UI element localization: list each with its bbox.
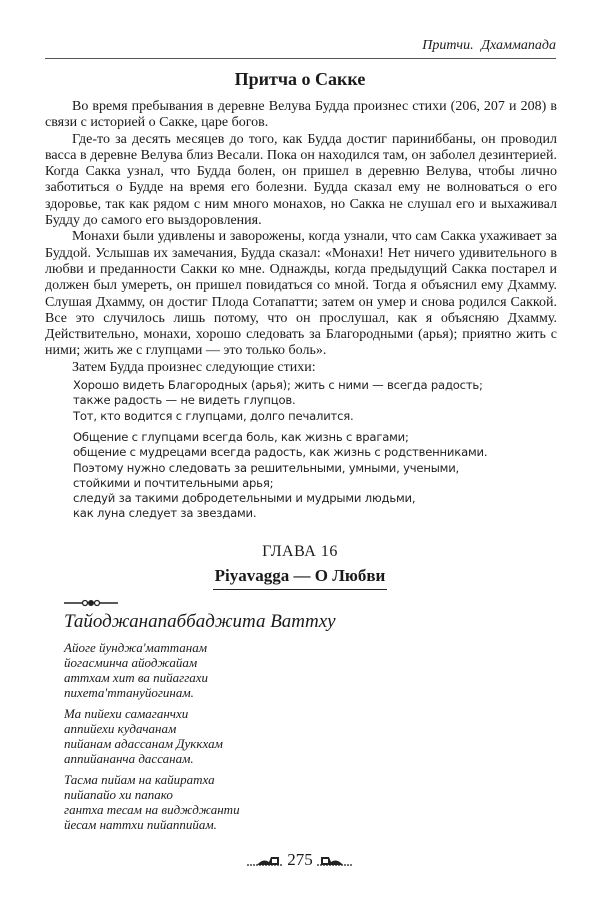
paragraph: Затем Будда произнес следующие стихи: <box>72 359 316 375</box>
verse-line: следуй за такими добродетельными и мудрыми людьми, <box>73 491 416 506</box>
footer-ornament-right-icon <box>317 854 353 868</box>
verse-line: пийанам адассанам Дуккхам <box>64 736 223 751</box>
verse-line: Ма пийехи самаганчхи <box>64 706 189 721</box>
paragraph: Где-то за десять месяцев до того, как Будда достиг париниббаны, он проводил васса в деревне Велува близ Весали. Пока он находился там, он заболел дезинтерией. Когда Сакка узнал, что Будда болен, он пришел в деревню Велува, чтобы лично заботиться о Будде на время его болезни. Будда сказал ему не волноваться о его здоровье, так как рядом с ним много монахов, но Сакка не слушал его и выхаживал Будду до самого его выздоровления. <box>45 131 557 229</box>
verse-line: стойкими и почтительными арья; <box>73 475 274 490</box>
paragraph: Во время пребывания в деревне Велува Будда произнес стихи (206, 207 и 208) в связи с историей о Сакке, царе богов. <box>45 99 557 131</box>
verse-line: также радость — не видеть глупцов. <box>73 393 296 408</box>
ornament-icon <box>64 598 118 608</box>
page-footer <box>0 850 600 870</box>
pali-title: Тайоджанапаббаджита Ваттху <box>64 611 336 632</box>
verse-line: Айоге йунджа'маттанам <box>64 640 208 655</box>
verse-line: Поэтому нужно следовать за решительными, умными, учеными, <box>73 460 460 475</box>
verse-line: Общение с глупцами всегда боль, как жизнь с врагами; <box>73 430 409 444</box>
header-rule <box>45 58 556 59</box>
body-text <box>45 99 557 376</box>
verse-line: Хорошо видеть Благородных (арья); жить с ними — всегда радость; <box>73 378 483 392</box>
verse-line: йесам наттхи пийаппийам. <box>64 817 217 832</box>
page-number: 275 <box>287 850 313 869</box>
verse-line: йогасминча айоджайам <box>64 655 198 670</box>
verse-line: аппийехи кудачанам <box>64 721 177 736</box>
pali-stanza <box>64 640 208 700</box>
verse-line: Тот, кто водится с глупцами, долго печалится. <box>73 408 354 423</box>
verse-stanza <box>73 378 483 424</box>
verse-line: пийапайо хи папако <box>64 787 173 802</box>
pali-stanza <box>64 772 240 832</box>
chapter-subtitle-text: Piyavagga — О Любви <box>213 566 388 590</box>
verse-line: как луна следует за звездами. <box>73 506 257 521</box>
chapter-label: ГЛАВА 16 <box>262 543 338 560</box>
verse-stanza <box>73 430 487 522</box>
chapter-subtitle <box>0 566 600 590</box>
verse-line: общение с мудрецами всегда радость, как жизнь с родственниками. <box>73 445 488 460</box>
footer-ornament-left-icon <box>247 854 283 868</box>
running-head: Притчи. Дхаммапада <box>422 38 556 53</box>
verse-line: пихета'ттануйогинам. <box>64 685 194 700</box>
verse-line: аттхам хит ва пийаггахи <box>64 670 209 685</box>
verse-line: аппийананча дассанам. <box>64 751 194 766</box>
verse-line: Тасма пийам на кайиратха <box>64 772 215 787</box>
pali-stanza <box>64 706 223 766</box>
section-title: Притча о Сакке <box>234 69 366 89</box>
paragraph: Монахи были удивлены и заворожены, когда узнали, что сам Сакка ухаживает за Буддой. Услышав их замечания, Будда сказал: «Монахи! Нет ничего удивительного в любви и преданности Сакки ко мне. Однажды, когда предыдущий Сакка постарел и должен был умереть, он пришел повидаться со мной. Тогда я объяснил ему Дхамму. Слушая Дхамму, он достиг Плода Сотапатти; затем он умер и снова родился Саккой. Все это случилось лишь потому, что он прослушал, как я объясняю Дхамму. Действительно, монахи, хорошо следовать за Благородными (арья); приятно жить с ними; жить же с глупцами — это только боль». <box>45 229 557 359</box>
verse-line: гантха тесам на виджджанти <box>64 802 240 817</box>
